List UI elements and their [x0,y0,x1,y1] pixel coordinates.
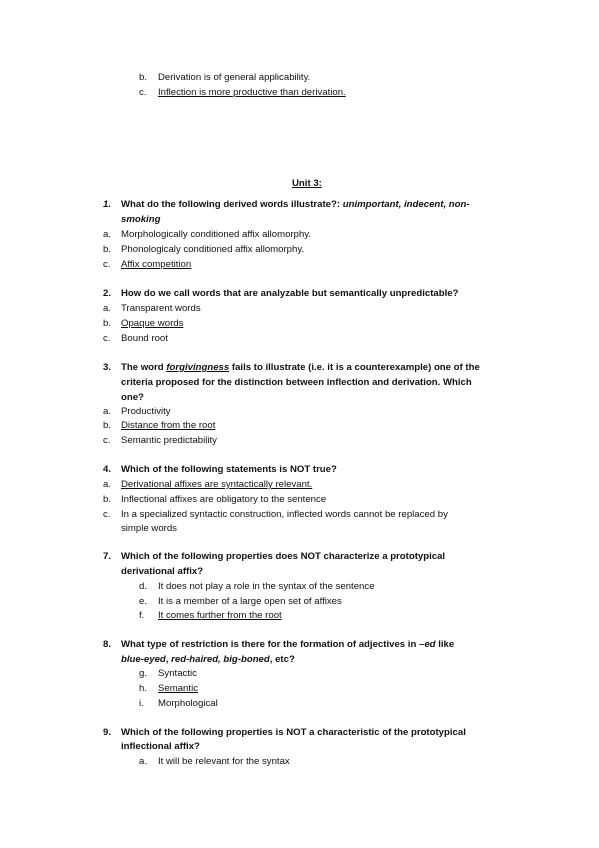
option-text-correct: It comes further from the root [158,610,282,621]
question-number: 3. [103,362,112,373]
question-italic: blue-eyed [121,654,166,665]
question-text: , etc? [269,654,295,665]
option-text: It does not play a role in the syntax of the sentence [158,581,375,592]
question-3-line-2: criteria proposed for the distinction between inflection and derivation. Which [121,377,472,388]
option-text: It will be relevant for the syntax [158,756,290,767]
option-text-correct: Distance from the root [121,420,216,431]
option-text: Syntactic [158,668,197,679]
question-text: fails to illustrate (i.e. it is a counterexample) one of the [229,362,480,373]
question-3-line-3: one? [121,392,144,403]
question-number: 2. [103,288,112,299]
question-text: What type of restriction is there for the formation of adjectives in [121,639,419,650]
option-text: Morphologically conditioned affix allomorphy. [121,229,312,240]
option-text-correct: Opaque words [121,318,184,329]
option-letter: i. [139,698,144,709]
question-keyword: forgivingness [166,362,230,373]
option-text-correct: Derivational affixes are syntactically relevant. [121,479,313,490]
option-letter: a. [103,303,112,314]
question-italic: –ed [418,639,436,650]
option-letter: b. [103,244,112,255]
option-text-correct: Inflection is more productive than derivation. [158,87,346,98]
unit-title: Unit 3: [292,178,322,189]
option-letter: b. [103,494,112,505]
question-8-line-1 [121,639,454,651]
option-letter: b. [103,420,112,431]
question-9-line-2: inflectional affix? [121,741,200,752]
option-letter: a. [103,406,112,417]
question-7-line-1: Which of the following properties does NOT characterize a prototypical [121,551,446,562]
option-letter: c. [103,435,111,446]
option-text: Derivation is of general applicability. [158,72,311,83]
option-text: Productivity [121,406,171,417]
question-number: 1. [103,199,112,210]
option-text-correct: Affix competition [121,259,192,270]
option-letter: c. [139,87,147,98]
option-text: Bound root [121,333,168,344]
question-number: 7. [103,551,112,562]
option-letter: d. [139,581,148,592]
option-text: Phonologicaly conditioned affix allomorphy. [121,244,305,255]
option-letter: b. [103,318,112,329]
option-letter: h. [139,683,148,694]
question-number: 9. [103,727,112,738]
question-2-text: How do we call words that are analyzable but semantically unpredictable? [121,288,459,299]
question-8-line-2 [121,654,295,666]
option-letter: b. [139,72,148,83]
option-text: It is a member of a large open set of affixes [158,596,342,607]
question-text: What do the following derived words illustrate?: [121,199,343,210]
question-number: 4. [103,464,112,475]
option-letter: c. [103,509,111,520]
question-4-text: Which of the following statements is NOT true? [121,464,337,475]
question-text: like [435,639,455,650]
option-letter: e. [139,596,148,607]
option-text-correct: Semantic [158,683,198,694]
option-letter: c. [103,259,111,270]
question-3-line-1 [121,362,480,374]
question-italic: unimportant, indecent, non- [342,199,470,210]
option-letter: a. [139,756,148,767]
option-text-continued: simple words [121,523,177,534]
question-9-line-1: Which of the following properties is NOT a characteristic of the prototypical [121,727,466,738]
option-letter: g. [139,668,148,679]
option-text: Transparent words [121,303,201,314]
option-text: Semantic predictability [121,435,217,446]
question-1-line-1 [121,199,470,211]
question-text: , [165,654,172,665]
option-text: Morphological [158,698,218,709]
question-1-line-2: smoking [121,214,161,225]
option-letter: a. [103,479,112,490]
option-letter: a. [103,229,112,240]
option-letter: f. [139,610,145,621]
question-text: The word [121,362,167,373]
option-text: In a specialized syntactic construction, inflected words cannot be replaced by [121,509,448,520]
question-7-line-2: derivational affix? [121,566,204,577]
question-number: 8. [103,639,112,650]
option-text: Inflectional affixes are obligatory to the sentence [121,494,327,505]
option-letter: c. [103,333,111,344]
question-italic: red-haired, big-boned [171,654,270,665]
